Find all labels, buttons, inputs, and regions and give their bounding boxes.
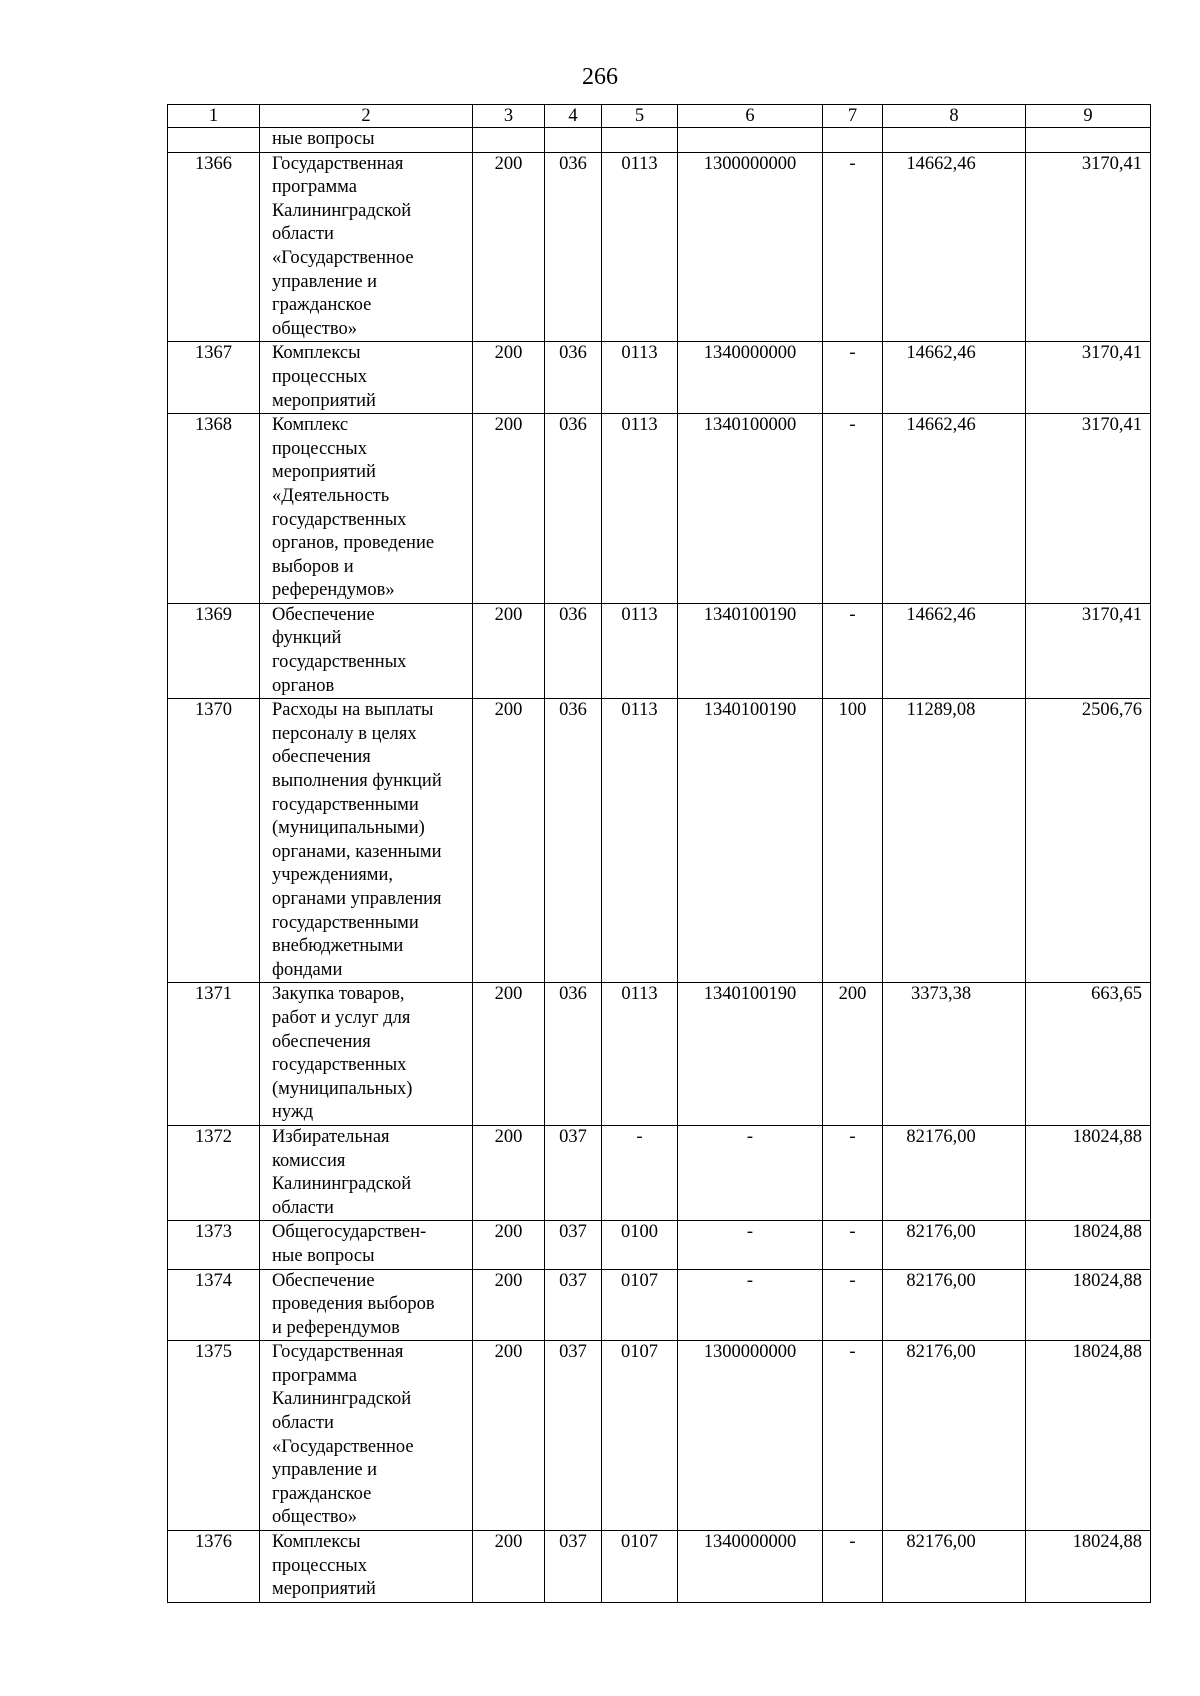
row-name-line: Калининградской: [272, 1174, 412, 1195]
amount-9-cell: 18024,88: [1026, 1269, 1151, 1341]
table-row: [168, 603, 1151, 698]
code-3-cell: 200: [473, 414, 545, 604]
code-7-cell: -: [823, 1269, 883, 1341]
code-3-cell: 200: [473, 983, 545, 1126]
code-3-cell: 200: [473, 342, 545, 414]
code-3-cell: [473, 128, 545, 153]
code-4-cell: 037: [545, 1125, 602, 1220]
row-name-line: Расходы на выплаты: [272, 700, 434, 721]
table-row: [168, 128, 1151, 153]
row-name-line: и референдумов: [272, 1317, 400, 1338]
table-row: [168, 414, 1151, 604]
table-body: [168, 105, 1151, 1603]
amount-8-cell: 82176,00: [883, 1221, 1026, 1269]
row-name-line: области: [272, 224, 334, 245]
code-6-cell: 1340000000: [678, 1531, 823, 1603]
row-name-line: «Государственное: [272, 1436, 414, 1457]
code-4-cell: 036: [545, 414, 602, 604]
code-6-cell: -: [678, 1125, 823, 1220]
row-name-line: общество»: [272, 1507, 357, 1528]
row-name-line: области: [272, 1413, 334, 1434]
row-name-line: государственных: [272, 509, 407, 530]
row-name-cell: [260, 1531, 473, 1603]
table-row: [168, 152, 1151, 342]
table-row: [168, 1531, 1151, 1603]
column-header: 8: [883, 105, 1026, 128]
amount-8-cell: [883, 128, 1026, 153]
amount-9-cell: 3170,41: [1026, 152, 1151, 342]
row-name-line: процессных: [272, 366, 367, 387]
row-name-cell: [260, 699, 473, 983]
amount-8-cell: 82176,00: [883, 1125, 1026, 1220]
row-name-line: Калининградской: [272, 200, 412, 221]
code-6-cell: -: [678, 1221, 823, 1269]
row-name-cell: [260, 1341, 473, 1531]
code-3-cell: 200: [473, 699, 545, 983]
row-name-line: персоналу в целях: [272, 723, 417, 744]
amount-8-cell: 82176,00: [883, 1531, 1026, 1603]
row-name-line: комиссия: [272, 1150, 346, 1171]
row-name-line: органами, казенными: [272, 841, 442, 862]
header-row: [168, 105, 1151, 128]
amount-9-cell: 18024,88: [1026, 1341, 1151, 1531]
code-3-cell: 200: [473, 1531, 545, 1603]
row-name-cell: [260, 152, 473, 342]
column-header: 2: [260, 105, 473, 128]
code-3-cell: 200: [473, 1341, 545, 1531]
row-name-line: государственными: [272, 912, 419, 933]
code-5-cell: 0113: [602, 342, 678, 414]
code-6-cell: 1340100190: [678, 983, 823, 1126]
code-5-cell: 0107: [602, 1531, 678, 1603]
code-7-cell: -: [823, 603, 883, 698]
row-name-line: области: [272, 1197, 334, 1218]
row-name-cell: [260, 414, 473, 604]
code-7-cell: -: [823, 1125, 883, 1220]
row-name-line: ные вопросы: [272, 129, 375, 149]
row-number-cell: 1368: [168, 414, 260, 604]
row-name-line: фондами: [272, 959, 343, 980]
row-name-line: функций: [272, 628, 342, 649]
row-name-line: ные вопросы: [272, 1245, 375, 1266]
row-number-cell: 1371: [168, 983, 260, 1126]
row-name-line: Комплекс: [272, 415, 349, 436]
code-7-cell: -: [823, 342, 883, 414]
row-name-line: проведения выборов: [272, 1294, 435, 1315]
amount-8-cell: 3373,38: [883, 983, 1026, 1126]
row-name-line: государственными: [272, 794, 419, 815]
code-4-cell: 037: [545, 1269, 602, 1341]
amount-9-cell: 18024,88: [1026, 1531, 1151, 1603]
code-4-cell: 037: [545, 1221, 602, 1269]
row-name-line: учреждениями,: [272, 865, 393, 886]
code-7-cell: 100: [823, 699, 883, 983]
row-name-line: общество»: [272, 318, 357, 339]
code-7-cell: -: [823, 1341, 883, 1531]
row-name-line: органами управления: [272, 889, 442, 909]
amount-9-cell: 2506,76: [1026, 699, 1151, 983]
row-number-cell: 1366: [168, 152, 260, 342]
row-name-line: (муниципальными): [272, 818, 425, 839]
amount-9-cell: [1026, 128, 1151, 153]
code-7-cell: -: [823, 1531, 883, 1603]
column-header: 6: [678, 105, 823, 128]
code-7-cell: [823, 128, 883, 153]
row-name-line: государственных: [272, 652, 407, 673]
code-4-cell: 037: [545, 1341, 602, 1531]
code-4-cell: 036: [545, 342, 602, 414]
table-row: [168, 1125, 1151, 1220]
row-name-line: органов, проведение: [272, 533, 435, 554]
code-7-cell: -: [823, 414, 883, 604]
code-4-cell: 036: [545, 699, 602, 983]
table-row: [168, 699, 1151, 983]
row-name-line: мероприятий: [272, 390, 376, 411]
amount-8-cell: 82176,00: [883, 1341, 1026, 1531]
row-number-cell: 1373: [168, 1221, 260, 1269]
row-name-line: внебюджетными: [272, 936, 404, 957]
row-name-line: органов: [272, 675, 335, 696]
row-number-cell: 1375: [168, 1341, 260, 1531]
row-name-line: Обеспечение: [272, 1270, 375, 1291]
column-header: 5: [602, 105, 678, 128]
row-number-cell: 1374: [168, 1269, 260, 1341]
code-5-cell: 0107: [602, 1341, 678, 1531]
row-name-line: Закупка товаров,: [272, 984, 405, 1005]
row-number-cell: 1370: [168, 699, 260, 983]
row-number-cell: 1367: [168, 342, 260, 414]
amount-9-cell: 18024,88: [1026, 1221, 1151, 1269]
code-3-cell: 200: [473, 1269, 545, 1341]
row-name-line: Комплексы: [272, 343, 361, 364]
page-number: 266: [582, 64, 618, 90]
row-name-line: «Государственное: [272, 247, 414, 268]
code-5-cell: [602, 128, 678, 153]
table-row: [168, 1341, 1151, 1531]
code-7-cell: 200: [823, 983, 883, 1126]
code-4-cell: 036: [545, 603, 602, 698]
column-header: 4: [545, 105, 602, 128]
row-name-line: мероприятий: [272, 462, 376, 483]
row-name-line: выполнения функций: [272, 771, 442, 792]
table-row: [168, 1269, 1151, 1341]
code-5-cell: 0113: [602, 699, 678, 983]
column-header: 9: [1026, 105, 1151, 128]
row-name-line: программа: [272, 1365, 357, 1386]
code-6-cell: 1340000000: [678, 342, 823, 414]
row-number-cell: 1369: [168, 603, 260, 698]
row-name-line: Государственная: [272, 153, 404, 174]
row-name-cell: [260, 1221, 473, 1269]
row-name-line: Государственная: [272, 1342, 404, 1363]
code-6-cell: 1340100000: [678, 414, 823, 604]
column-header: 1: [168, 105, 260, 128]
code-3-cell: 200: [473, 152, 545, 342]
row-name-line: процессных: [272, 438, 367, 459]
code-6-cell: 1340100190: [678, 699, 823, 983]
code-7-cell: -: [823, 152, 883, 342]
code-3-cell: 200: [473, 1221, 545, 1269]
code-6-cell: 1340100190: [678, 603, 823, 698]
amount-9-cell: 18024,88: [1026, 1125, 1151, 1220]
amount-8-cell: 82176,00: [883, 1269, 1026, 1341]
row-name-cell: [260, 1269, 473, 1341]
row-name-line: референдумов»: [272, 580, 395, 601]
row-name-line: государственных: [272, 1055, 407, 1076]
row-name-line: работ и услуг для: [272, 1007, 411, 1028]
table-row: [168, 342, 1151, 414]
row-name-cell: [260, 1125, 473, 1220]
row-name-line: обеспечения: [272, 747, 371, 768]
code-4-cell: [545, 128, 602, 153]
code-4-cell: 036: [545, 983, 602, 1126]
row-name-line: Общегосударствен-: [272, 1222, 427, 1243]
amount-8-cell: 14662,46: [883, 603, 1026, 698]
code-6-cell: [678, 128, 823, 153]
row-name-line: программа: [272, 177, 357, 198]
column-header: 7: [823, 105, 883, 128]
row-name-line: гражданское: [272, 295, 372, 316]
code-5-cell: 0113: [602, 414, 678, 604]
amount-8-cell: 14662,46: [883, 342, 1026, 414]
row-number-cell: 1376: [168, 1531, 260, 1603]
row-name-line: (муниципальных): [272, 1078, 413, 1099]
code-5-cell: 0113: [602, 603, 678, 698]
code-6-cell: -: [678, 1269, 823, 1341]
row-number-cell: [168, 128, 260, 153]
code-5-cell: -: [602, 1125, 678, 1220]
code-5-cell: 0113: [602, 152, 678, 342]
amount-8-cell: 14662,46: [883, 152, 1026, 342]
amount-8-cell: 11289,08: [883, 699, 1026, 983]
code-5-cell: 0100: [602, 1221, 678, 1269]
row-name-line: Избирательная: [272, 1126, 390, 1147]
row-name-cell: [260, 983, 473, 1126]
row-name-line: мероприятий: [272, 1579, 376, 1600]
row-name-line: гражданское: [272, 1483, 372, 1504]
code-3-cell: 200: [473, 1125, 545, 1220]
code-4-cell: 036: [545, 152, 602, 342]
amount-8-cell: 14662,46: [883, 414, 1026, 604]
row-name-line: Калининградской: [272, 1389, 412, 1410]
row-name-line: управление и: [272, 1460, 378, 1481]
row-name-line: обеспечения: [272, 1031, 371, 1052]
column-header: 3: [473, 105, 545, 128]
amount-9-cell: 663,65: [1026, 983, 1151, 1126]
code-5-cell: 0113: [602, 983, 678, 1126]
row-name-cell: [260, 128, 473, 153]
code-6-cell: 1300000000: [678, 152, 823, 342]
budget-table: [167, 104, 1151, 1603]
amount-9-cell: 3170,41: [1026, 414, 1151, 604]
row-name-line: Комплексы: [272, 1532, 361, 1553]
table-row: [168, 983, 1151, 1126]
row-name-line: нужд: [272, 1102, 314, 1123]
amount-9-cell: 3170,41: [1026, 342, 1151, 414]
amount-9-cell: 3170,41: [1026, 603, 1151, 698]
code-5-cell: 0107: [602, 1269, 678, 1341]
row-name-line: выборов и: [272, 556, 354, 577]
row-name-line: процессных: [272, 1555, 367, 1576]
row-number-cell: 1372: [168, 1125, 260, 1220]
code-6-cell: 1300000000: [678, 1341, 823, 1531]
row-name-cell: [260, 342, 473, 414]
row-name-line: «Деятельность: [272, 485, 390, 506]
code-3-cell: 200: [473, 603, 545, 698]
code-4-cell: 037: [545, 1531, 602, 1603]
row-name-line: Обеспечение: [272, 604, 375, 625]
code-7-cell: -: [823, 1221, 883, 1269]
row-name-line: управление и: [272, 271, 378, 292]
row-name-cell: [260, 603, 473, 698]
table-row: [168, 1221, 1151, 1269]
